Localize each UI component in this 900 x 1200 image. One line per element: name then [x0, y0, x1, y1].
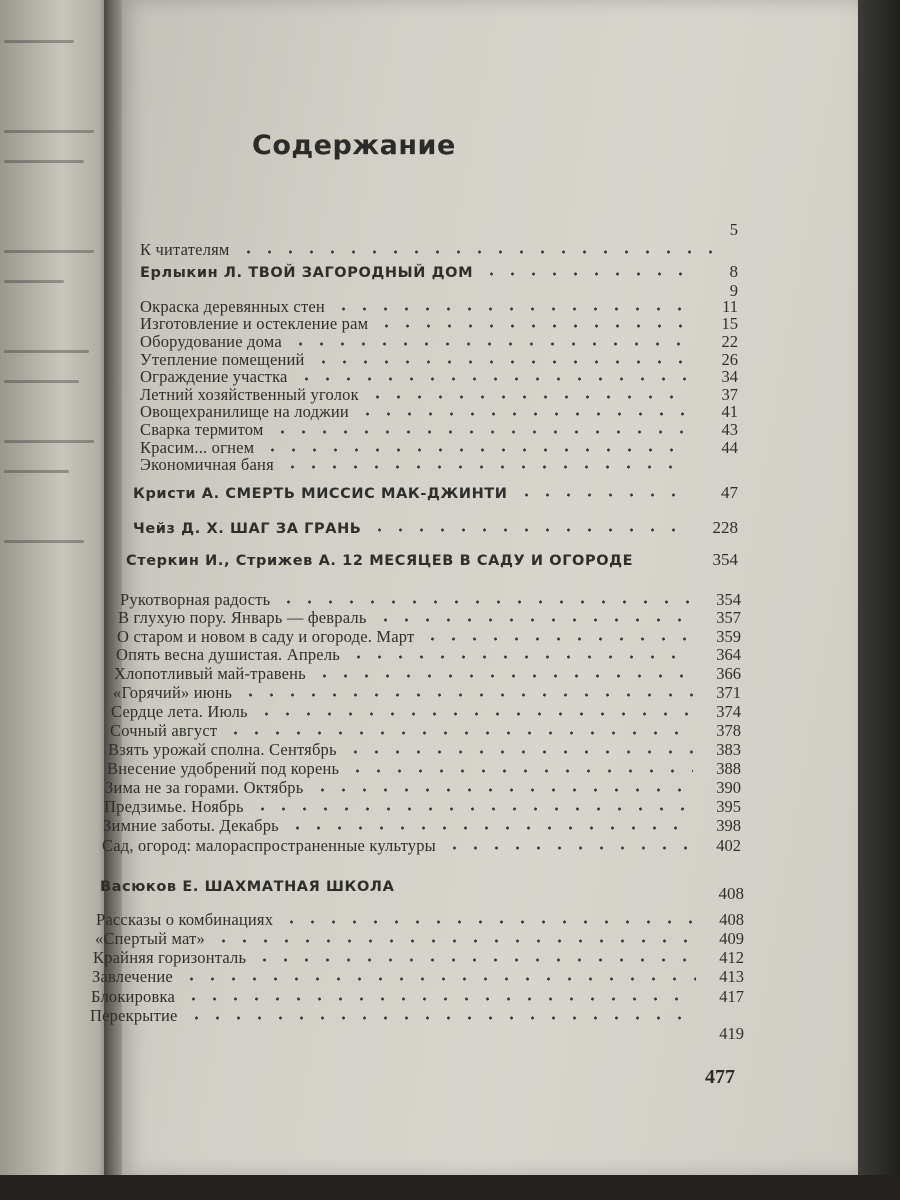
toc-entry[interactable]: Блокировка 417: [91, 987, 744, 1006]
leader-dots: [357, 405, 690, 417]
toc-entry[interactable]: Экономичная баня: [140, 455, 738, 475]
toc-page-number: 408: [718, 884, 744, 903]
toc-entry-label: К читателям: [140, 240, 230, 259]
leader-dots: [183, 990, 696, 1002]
leader-dots: [402, 879, 696, 891]
toc-entry[interactable]: Опять весна душистая. Апрель 364: [116, 645, 741, 664]
toc-entry[interactable]: Летний хозяйственный уголок 37: [140, 385, 738, 404]
toc-entry[interactable]: Внесение удобрений под корень 388: [107, 759, 741, 778]
toc-entry[interactable]: Оборудование дома 22: [140, 332, 738, 351]
toc-entry[interactable]: Зима не за горами. Октябрь 390: [105, 778, 741, 797]
toc-entry[interactable]: Сварка термитом 43: [140, 420, 738, 439]
bottom-edge: [0, 1175, 900, 1200]
toc-entry[interactable]: Изготовление и остекление рам 15: [140, 314, 738, 333]
toc-entry[interactable]: Завлечение 413: [92, 967, 744, 986]
leader-dots: [376, 317, 690, 329]
toc-entry[interactable]: Ограждение участка 34: [140, 367, 738, 386]
leader-dots: [282, 458, 690, 470]
leader-dots: [333, 300, 690, 312]
toc-page-number: 9: [729, 281, 738, 300]
toc-section-heading[interactable]: Стеркин И., Стрижев А. 12 МЕСЯЦЕВ В САДУ И ОГОРОДЕ 354: [126, 550, 738, 569]
toc-entry[interactable]: «Спертый мат» 409: [95, 929, 744, 948]
toc-entry[interactable]: Рукотворная радость 354: [120, 590, 741, 609]
leader-dots: [312, 781, 694, 793]
leader-dots: [516, 486, 690, 498]
toc-section-heading[interactable]: Кристи А. СМЕРТЬ МИССИС МАК-ДЖИНТИ 47: [133, 483, 738, 502]
page-edge: [858, 0, 900, 1200]
leader-dots: [348, 648, 693, 660]
leader-dots: [375, 611, 693, 623]
toc-entry[interactable]: Хлопотливый май-травень 366: [114, 664, 741, 683]
leader-dots: [290, 335, 690, 347]
leader-dots: [641, 553, 690, 565]
leader-dots: [240, 686, 693, 698]
leader-dots: [254, 951, 696, 963]
leader-dots: [278, 593, 693, 605]
page-title: Содержание: [252, 130, 456, 161]
toc-page-number: 8: [729, 262, 738, 281]
toc-page-number: 419: [719, 1024, 744, 1043]
toc-entry[interactable]: Взять урожай сполна. Сентябрь 383: [108, 740, 741, 759]
leader-dots: [252, 800, 693, 812]
leader-dots: [213, 932, 696, 944]
toc-entry-intro[interactable]: [140, 240, 738, 260]
leader-dots: [444, 839, 693, 851]
toc-entry[interactable]: Предзимье. Ноябрь 395: [104, 797, 741, 816]
leader-dots: [262, 441, 690, 453]
toc-entry[interactable]: Овощехранилище на лоджии 41: [140, 402, 738, 421]
toc-page-number: 47: [721, 483, 738, 502]
toc-entry[interactable]: Утепление помещений 26: [140, 350, 738, 369]
toc-entry[interactable]: Зимние заботы. Декабрь 398: [103, 816, 741, 835]
leader-dots: [481, 265, 690, 277]
leader-dots: [225, 724, 693, 736]
intro-page-number: 5: [729, 220, 738, 239]
leader-dots: [256, 705, 693, 717]
toc-entry[interactable]: Сочный август 378: [110, 721, 741, 740]
leader-dots: [272, 423, 690, 435]
toc-entry[interactable]: Перекрытие: [90, 1006, 744, 1026]
leader-dots: [347, 762, 693, 774]
leader-dots: [186, 1009, 696, 1021]
toc-entry[interactable]: Сердце лета. Июль 374: [111, 702, 741, 721]
leader-dots: [313, 353, 690, 365]
toc-entry[interactable]: «Горячий» июнь 371: [113, 683, 741, 702]
leader-dots: [422, 630, 693, 642]
leader-dots: [367, 388, 690, 400]
leader-dots: [296, 370, 690, 382]
toc-entry[interactable]: Крайняя горизонталь 412: [93, 948, 744, 967]
toc-section-heading[interactable]: Чейз Д. Х. ШАГ ЗА ГРАНЬ 228: [133, 518, 738, 537]
toc-entry[interactable]: В глухую пору. Январь — февраль 357: [118, 608, 741, 627]
leader-dots: [369, 521, 690, 533]
leader-dots: [181, 970, 696, 982]
toc-entry[interactable]: Рассказы о комбинациях 408: [96, 910, 744, 929]
toc-entry[interactable]: Окраска деревянных стен 11: [140, 297, 738, 316]
toc-entry[interactable]: О старом и новом в саду и огороде. Март 359: [117, 627, 741, 646]
leader-dots: [281, 913, 696, 925]
toc-section-heading[interactable]: Ерлыкин Л. ТВОЙ ЗАГОРОДНЫЙ ДОМ 8: [140, 262, 738, 281]
page-folio-number: 477: [705, 1066, 735, 1088]
toc-entry[interactable]: Красим... огнем 44: [140, 438, 738, 457]
leader-dots: [238, 243, 730, 255]
toc-page-number: 354: [712, 550, 738, 569]
toc-section-heading[interactable]: Васюков Е. ШАХМАТНАЯ ШКОЛА 408: [100, 879, 744, 903]
leader-dots: [314, 667, 693, 679]
toc-page-number: 228: [712, 518, 738, 537]
leader-dots: [287, 819, 693, 831]
leader-dots: [345, 743, 693, 755]
toc-entry[interactable]: Сад, огород: малораспространенные культуры 402: [102, 836, 741, 855]
